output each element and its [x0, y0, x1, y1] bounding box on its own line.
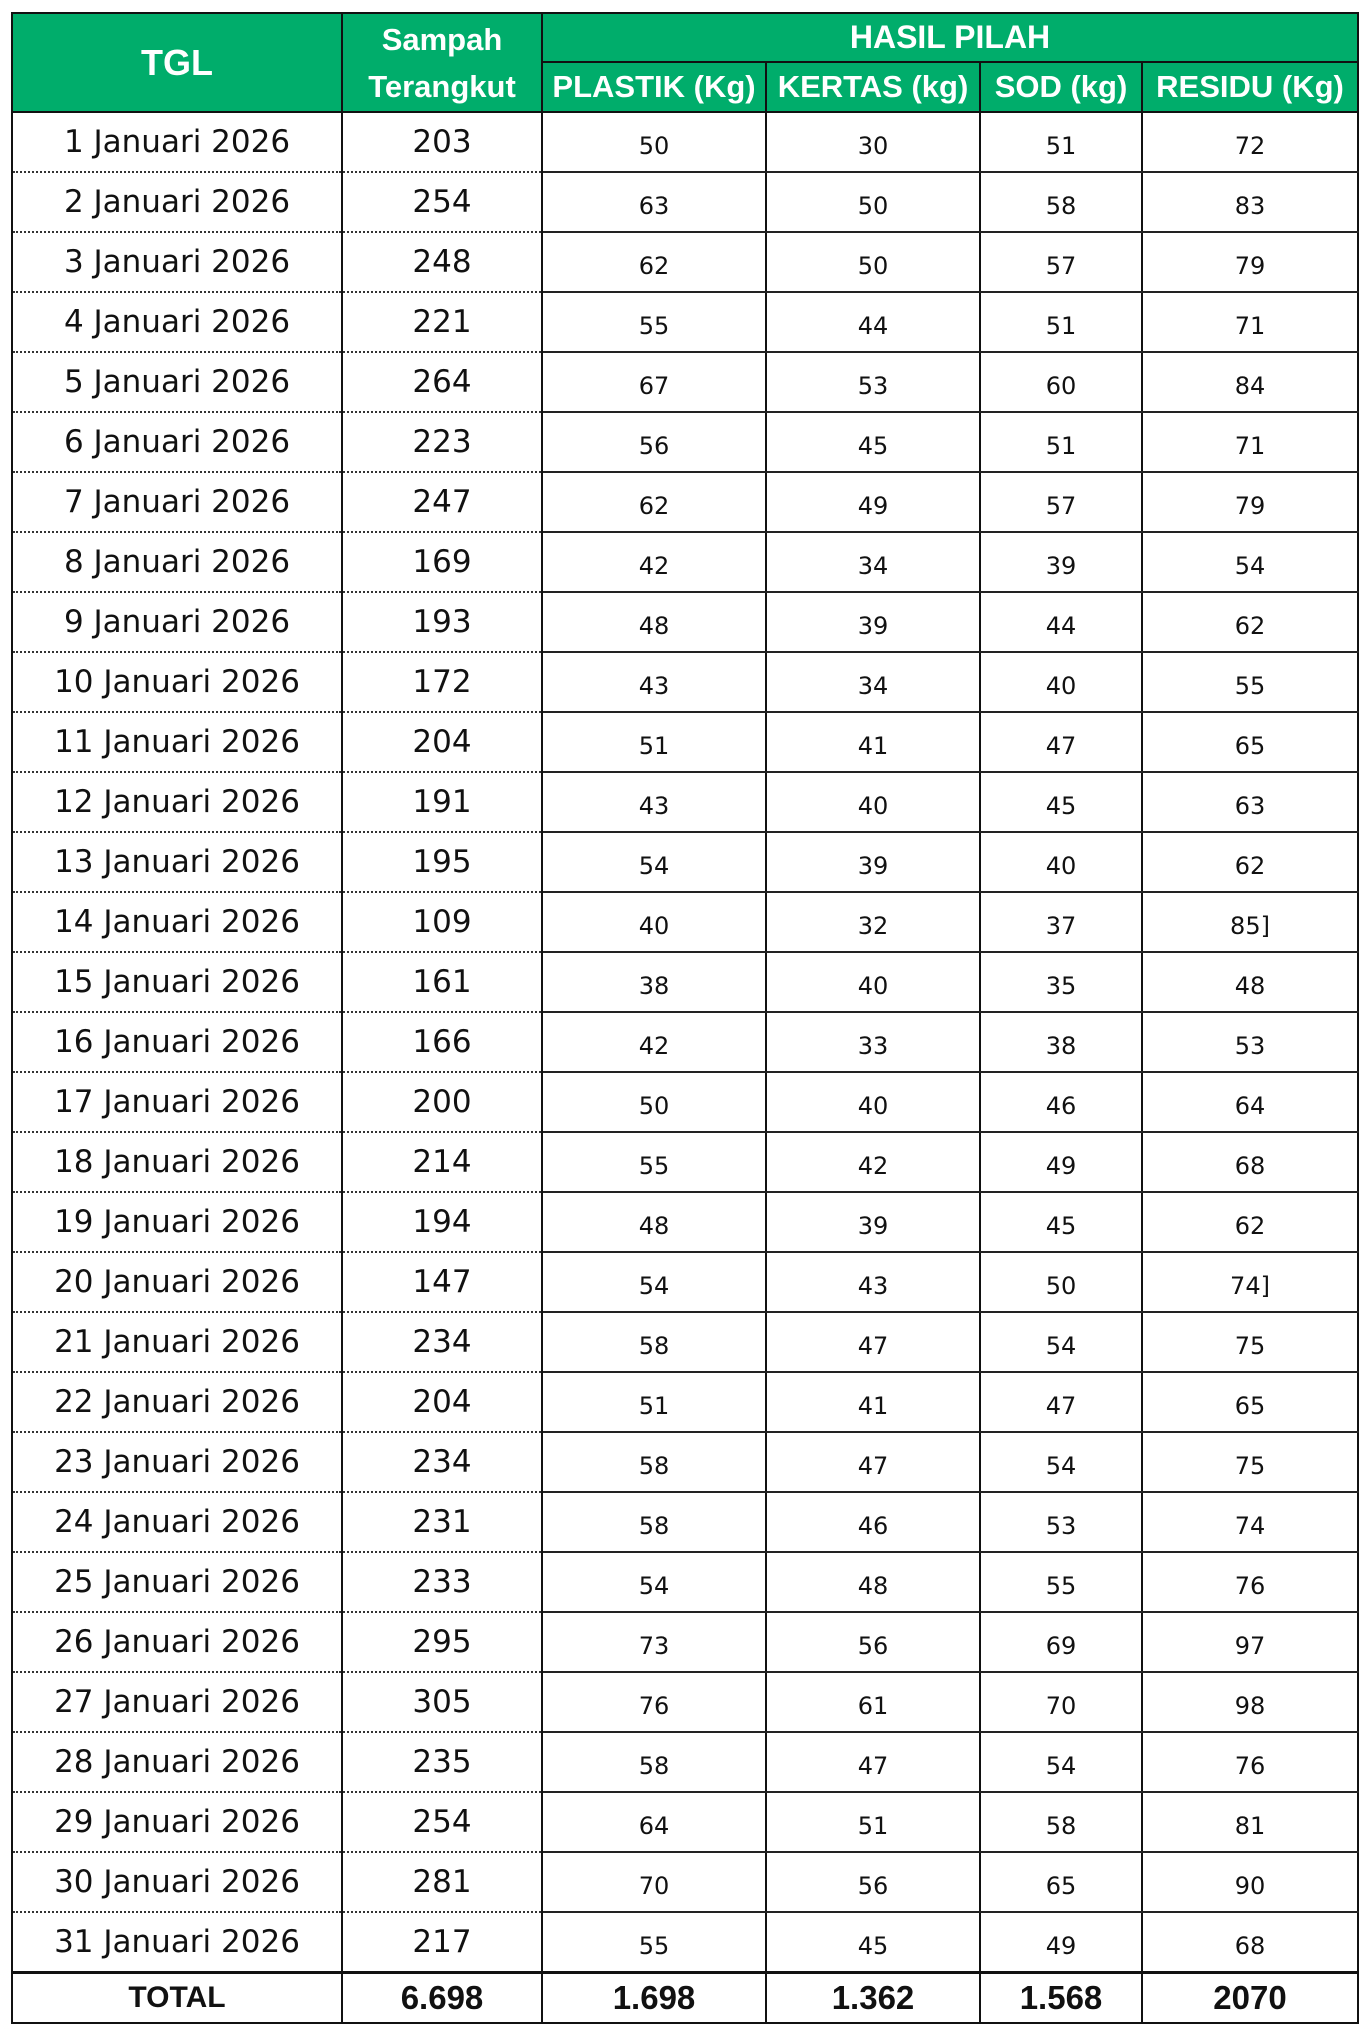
cell-sod: 39: [980, 532, 1142, 592]
cell-tgl: 16 Januari 2026: [12, 1012, 342, 1072]
cell-sampah-terangkut: 254: [342, 172, 542, 232]
cell-plastik: 76: [542, 1672, 766, 1732]
cell-sampah-terangkut: 161: [342, 952, 542, 1012]
header-hasil-pilah: HASIL PILAH: [542, 13, 1358, 62]
cell-sod: 35: [980, 952, 1142, 1012]
cell-plastik: 51: [542, 1372, 766, 1432]
cell-plastik: 58: [542, 1732, 766, 1792]
cell-sod: 57: [980, 232, 1142, 292]
cell-kertas: 56: [766, 1852, 980, 1912]
cell-tgl: 3 Januari 2026: [12, 232, 342, 292]
cell-residu: 85]: [1142, 892, 1358, 952]
cell-plastik: 42: [542, 1012, 766, 1072]
cell-residu: 71: [1142, 412, 1358, 472]
cell-residu: 48: [1142, 952, 1358, 1012]
table-row: [12, 772, 1358, 832]
cell-sampah-terangkut: 264: [342, 352, 542, 412]
cell-tgl: 13 Januari 2026: [12, 832, 342, 892]
cell-kertas: 40: [766, 772, 980, 832]
cell-tgl: 9 Januari 2026: [12, 592, 342, 652]
cell-kertas: 34: [766, 532, 980, 592]
cell-sod: 55: [980, 1552, 1142, 1612]
cell-kertas: 33: [766, 1012, 980, 1072]
cell-sampah-terangkut: 248: [342, 232, 542, 292]
cell-residu: 63: [1142, 772, 1358, 832]
cell-residu: 74: [1142, 1492, 1358, 1552]
cell-plastik: 43: [542, 652, 766, 712]
cell-residu: 68: [1142, 1912, 1358, 1973]
cell-sampah-terangkut: 223: [342, 412, 542, 472]
cell-kertas: 47: [766, 1312, 980, 1372]
cell-plastik: 40: [542, 892, 766, 952]
cell-sampah-terangkut: 214: [342, 1132, 542, 1192]
cell-kertas: 39: [766, 1192, 980, 1252]
cell-residu: 62: [1142, 832, 1358, 892]
total-kertas: 1.362: [766, 1973, 980, 2024]
cell-plastik: 54: [542, 832, 766, 892]
table-row: [12, 1852, 1358, 1912]
cell-residu: 62: [1142, 592, 1358, 652]
cell-sod: 51: [980, 412, 1142, 472]
cell-sampah-terangkut: 195: [342, 832, 542, 892]
table-row: [12, 1672, 1358, 1732]
cell-sod: 49: [980, 1912, 1142, 1973]
cell-sampah-terangkut: 247: [342, 472, 542, 532]
table-row: [12, 232, 1358, 292]
cell-plastik: 55: [542, 1912, 766, 1973]
cell-sod: 57: [980, 472, 1142, 532]
cell-sod: 69: [980, 1612, 1142, 1672]
cell-tgl: 12 Januari 2026: [12, 772, 342, 832]
cell-plastik: 67: [542, 352, 766, 412]
cell-residu: 83: [1142, 172, 1358, 232]
cell-sod: 54: [980, 1312, 1142, 1372]
total-sod: 1.568: [980, 1973, 1142, 2024]
cell-kertas: 51: [766, 1792, 980, 1852]
cell-tgl: 5 Januari 2026: [12, 352, 342, 412]
cell-sampah-terangkut: 281: [342, 1852, 542, 1912]
cell-residu: 65: [1142, 712, 1358, 772]
table-row: [12, 1132, 1358, 1192]
cell-tgl: 21 Januari 2026: [12, 1312, 342, 1372]
cell-plastik: 51: [542, 712, 766, 772]
cell-sampah-terangkut: 204: [342, 1372, 542, 1432]
table-row: [12, 832, 1358, 892]
cell-plastik: 70: [542, 1852, 766, 1912]
cell-tgl: 6 Januari 2026: [12, 412, 342, 472]
cell-sampah-terangkut: 193: [342, 592, 542, 652]
cell-kertas: 45: [766, 412, 980, 472]
table-row: [12, 1192, 1358, 1252]
table-row: [12, 712, 1358, 772]
cell-plastik: 55: [542, 1132, 766, 1192]
cell-residu: 54: [1142, 532, 1358, 592]
cell-sampah-terangkut: 295: [342, 1612, 542, 1672]
cell-tgl: 18 Januari 2026: [12, 1132, 342, 1192]
cell-sampah-terangkut: 217: [342, 1912, 542, 1973]
cell-kertas: 49: [766, 472, 980, 532]
cell-residu: 68: [1142, 1132, 1358, 1192]
cell-kertas: 53: [766, 352, 980, 412]
cell-kertas: 47: [766, 1732, 980, 1792]
cell-kertas: 50: [766, 232, 980, 292]
cell-residu: 76: [1142, 1552, 1358, 1612]
cell-tgl: 14 Januari 2026: [12, 892, 342, 952]
header-tgl: TGL: [12, 13, 342, 112]
cell-sampah-terangkut: 169: [342, 532, 542, 592]
table-row: [12, 1792, 1358, 1852]
table-row: [12, 412, 1358, 472]
cell-sampah-terangkut: 234: [342, 1432, 542, 1492]
cell-sod: 65: [980, 1852, 1142, 1912]
cell-tgl: 24 Januari 2026: [12, 1492, 342, 1552]
table-header: [12, 13, 1358, 112]
cell-sampah-terangkut: 109: [342, 892, 542, 952]
cell-kertas: 39: [766, 592, 980, 652]
cell-plastik: 48: [542, 592, 766, 652]
table-row: [12, 1432, 1358, 1492]
header-sampah-line1: Sampah: [381, 21, 503, 57]
table-row: [12, 1912, 1358, 1973]
cell-kertas: 50: [766, 172, 980, 232]
cell-sampah-terangkut: 305: [342, 1672, 542, 1732]
cell-sod: 47: [980, 1372, 1142, 1432]
cell-tgl: 7 Januari 2026: [12, 472, 342, 532]
cell-residu: 79: [1142, 232, 1358, 292]
table-row: [12, 112, 1358, 172]
cell-tgl: 31 Januari 2026: [12, 1912, 342, 1973]
table-row: [12, 1012, 1358, 1072]
table-row: [12, 1372, 1358, 1432]
table-row: [12, 652, 1358, 712]
cell-sod: 50: [980, 1252, 1142, 1312]
waste-sorting-table-container: [11, 12, 1357, 2024]
table-row: [12, 952, 1358, 1012]
cell-residu: 71: [1142, 292, 1358, 352]
cell-tgl: 19 Januari 2026: [12, 1192, 342, 1252]
cell-tgl: 4 Januari 2026: [12, 292, 342, 352]
header-sod: SOD (kg): [980, 62, 1142, 112]
cell-plastik: 43: [542, 772, 766, 832]
cell-tgl: 20 Januari 2026: [12, 1252, 342, 1312]
table-row: [12, 1492, 1358, 1552]
cell-residu: 81: [1142, 1792, 1358, 1852]
table-row: [12, 1732, 1358, 1792]
table-row: [12, 292, 1358, 352]
cell-plastik: 58: [542, 1492, 766, 1552]
cell-plastik: 54: [542, 1552, 766, 1612]
cell-kertas: 34: [766, 652, 980, 712]
cell-residu: 72: [1142, 112, 1358, 172]
cell-residu: 75: [1142, 1432, 1358, 1492]
table-row: [12, 1072, 1358, 1132]
cell-sampah-terangkut: 233: [342, 1552, 542, 1612]
cell-residu: 97: [1142, 1612, 1358, 1672]
table-row: [12, 1612, 1358, 1672]
cell-kertas: 45: [766, 1912, 980, 1973]
cell-sod: 46: [980, 1072, 1142, 1132]
cell-sod: 44: [980, 592, 1142, 652]
cell-sod: 54: [980, 1732, 1142, 1792]
cell-residu: 84: [1142, 352, 1358, 412]
cell-plastik: 62: [542, 232, 766, 292]
cell-sod: 51: [980, 112, 1142, 172]
cell-plastik: 63: [542, 172, 766, 232]
cell-sampah-terangkut: 194: [342, 1192, 542, 1252]
cell-sampah-terangkut: 221: [342, 292, 542, 352]
cell-tgl: 22 Januari 2026: [12, 1372, 342, 1432]
cell-sod: 54: [980, 1432, 1142, 1492]
cell-tgl: 30 Januari 2026: [12, 1852, 342, 1912]
cell-sampah-terangkut: 200: [342, 1072, 542, 1132]
cell-sampah-terangkut: 254: [342, 1792, 542, 1852]
header-sampah-line2: Terangkut: [368, 68, 516, 104]
cell-plastik: 50: [542, 1072, 766, 1132]
cell-sod: 45: [980, 772, 1142, 832]
table-row: [12, 352, 1358, 412]
cell-sod: 45: [980, 1192, 1142, 1252]
cell-plastik: 64: [542, 1792, 766, 1852]
cell-sod: 40: [980, 832, 1142, 892]
cell-tgl: 26 Januari 2026: [12, 1612, 342, 1672]
cell-residu: 79: [1142, 472, 1358, 532]
header-residu: RESIDU (Kg): [1142, 62, 1358, 112]
cell-tgl: 10 Januari 2026: [12, 652, 342, 712]
cell-sampah-terangkut: 191: [342, 772, 542, 832]
cell-plastik: 54: [542, 1252, 766, 1312]
cell-kertas: 40: [766, 952, 980, 1012]
table-row: [12, 892, 1358, 952]
cell-sampah-terangkut: 166: [342, 1012, 542, 1072]
cell-kertas: 46: [766, 1492, 980, 1552]
cell-tgl: 2 Januari 2026: [12, 172, 342, 232]
cell-residu: 64: [1142, 1072, 1358, 1132]
cell-sampah-terangkut: 235: [342, 1732, 542, 1792]
cell-tgl: 25 Januari 2026: [12, 1552, 342, 1612]
cell-plastik: 38: [542, 952, 766, 1012]
table-row: [12, 1552, 1358, 1612]
table-row: [12, 592, 1358, 652]
cell-tgl: 27 Januari 2026: [12, 1672, 342, 1732]
table-row: [12, 172, 1358, 232]
table-row: [12, 472, 1358, 532]
total-label: TOTAL: [12, 1973, 342, 2024]
cell-plastik: 42: [542, 532, 766, 592]
cell-residu: 65: [1142, 1372, 1358, 1432]
cell-kertas: 43: [766, 1252, 980, 1312]
cell-kertas: 61: [766, 1672, 980, 1732]
cell-residu: 75: [1142, 1312, 1358, 1372]
cell-kertas: 47: [766, 1432, 980, 1492]
cell-tgl: 8 Januari 2026: [12, 532, 342, 592]
cell-kertas: 41: [766, 1372, 980, 1432]
cell-kertas: 32: [766, 892, 980, 952]
cell-plastik: 62: [542, 472, 766, 532]
cell-residu: 74]: [1142, 1252, 1358, 1312]
cell-plastik: 58: [542, 1312, 766, 1372]
cell-kertas: 44: [766, 292, 980, 352]
cell-tgl: 23 Januari 2026: [12, 1432, 342, 1492]
cell-sampah-terangkut: 172: [342, 652, 542, 712]
cell-plastik: 73: [542, 1612, 766, 1672]
cell-kertas: 56: [766, 1612, 980, 1672]
total-plastik: 1.698: [542, 1973, 766, 2024]
cell-kertas: 41: [766, 712, 980, 772]
total-residu: 2070: [1142, 1973, 1358, 2024]
table-row: [12, 1252, 1358, 1312]
waste-sorting-table: [11, 12, 1359, 2024]
cell-sampah-terangkut: 204: [342, 712, 542, 772]
total-sampah: 6.698: [342, 1973, 542, 2024]
cell-plastik: 58: [542, 1432, 766, 1492]
cell-kertas: 30: [766, 112, 980, 172]
cell-sampah-terangkut: 231: [342, 1492, 542, 1552]
header-plastik: PLASTIK (Kg): [542, 62, 766, 112]
cell-sod: 38: [980, 1012, 1142, 1072]
cell-sod: 47: [980, 712, 1142, 772]
cell-sampah-terangkut: 147: [342, 1252, 542, 1312]
cell-sod: 37: [980, 892, 1142, 952]
cell-residu: 98: [1142, 1672, 1358, 1732]
cell-residu: 62: [1142, 1192, 1358, 1252]
cell-tgl: 17 Januari 2026: [12, 1072, 342, 1132]
cell-kertas: 39: [766, 832, 980, 892]
cell-kertas: 48: [766, 1552, 980, 1612]
total-row: [12, 1973, 1358, 2024]
cell-sod: 49: [980, 1132, 1142, 1192]
cell-sampah-terangkut: 203: [342, 112, 542, 172]
cell-plastik: 50: [542, 112, 766, 172]
cell-kertas: 40: [766, 1072, 980, 1132]
cell-kertas: 42: [766, 1132, 980, 1192]
cell-plastik: 55: [542, 292, 766, 352]
table-row: [12, 1312, 1358, 1372]
cell-plastik: 48: [542, 1192, 766, 1252]
header-sampah-terangkut: [342, 13, 542, 112]
cell-sod: 40: [980, 652, 1142, 712]
cell-sod: 51: [980, 292, 1142, 352]
cell-residu: 76: [1142, 1732, 1358, 1792]
cell-sampah-terangkut: 234: [342, 1312, 542, 1372]
cell-tgl: 15 Januari 2026: [12, 952, 342, 1012]
table-body: [12, 112, 1358, 2023]
cell-tgl: 11 Januari 2026: [12, 712, 342, 772]
cell-sod: 70: [980, 1672, 1142, 1732]
cell-tgl: 1 Januari 2026: [12, 112, 342, 172]
cell-plastik: 56: [542, 412, 766, 472]
cell-sod: 58: [980, 172, 1142, 232]
cell-residu: 53: [1142, 1012, 1358, 1072]
table-row: [12, 532, 1358, 592]
header-kertas: KERTAS (kg): [766, 62, 980, 112]
cell-residu: 90: [1142, 1852, 1358, 1912]
cell-sod: 58: [980, 1792, 1142, 1852]
cell-residu: 55: [1142, 652, 1358, 712]
cell-sod: 60: [980, 352, 1142, 412]
cell-tgl: 28 Januari 2026: [12, 1732, 342, 1792]
cell-sod: 53: [980, 1492, 1142, 1552]
cell-tgl: 29 Januari 2026: [12, 1792, 342, 1852]
